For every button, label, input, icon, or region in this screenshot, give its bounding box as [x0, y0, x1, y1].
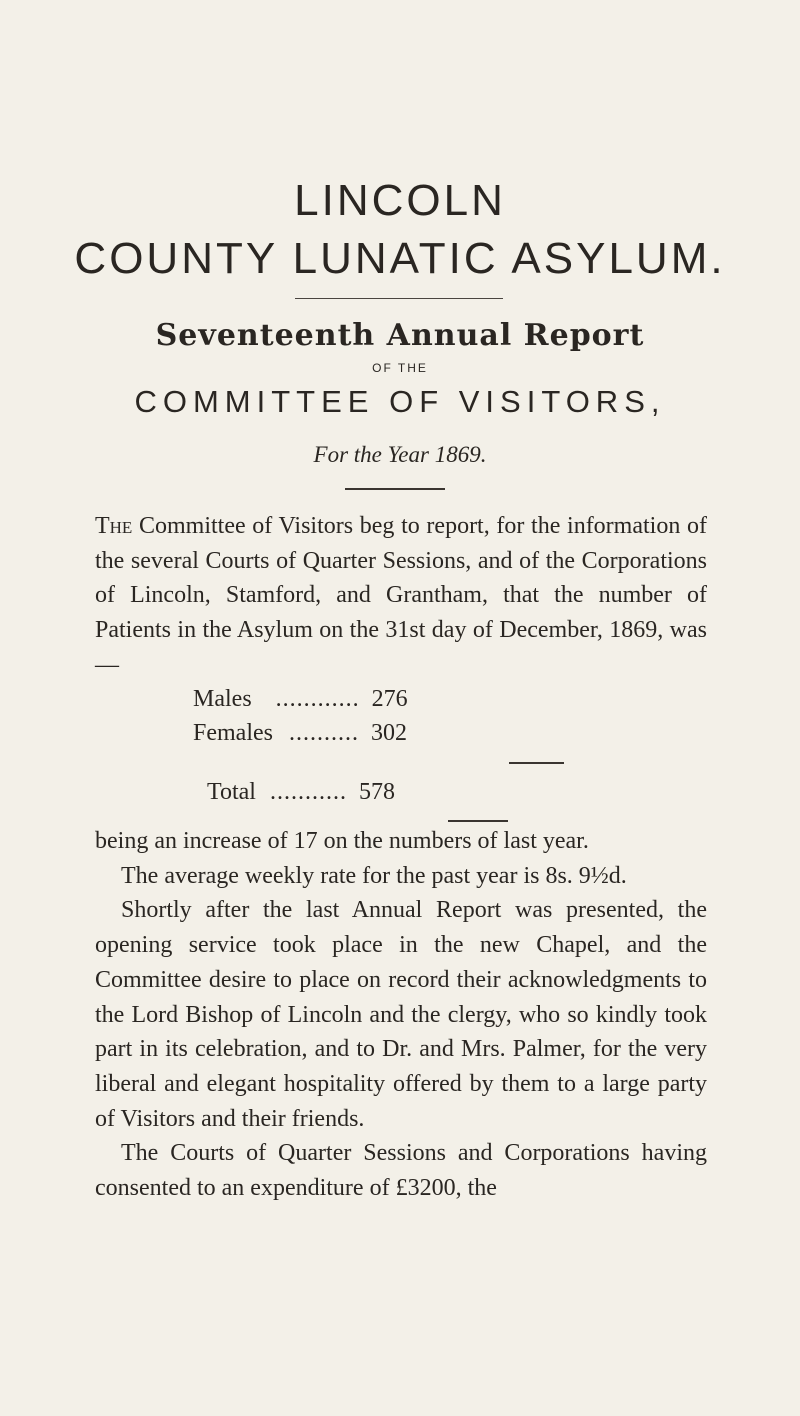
total-value: 578	[358, 779, 395, 805]
total-label: Total	[207, 779, 256, 805]
courts-paragraph: The Courts of Quarter Sessions and Corporations having consented to an expenditure of £3200, the	[95, 1140, 707, 1202]
report-name: Seventeenth Annual Report	[155, 318, 645, 353]
intro-paragraph	[95, 509, 707, 683]
title-line-1: LINCOLN	[294, 176, 506, 225]
rate-paragraph: The average weekly rate for the past year is 8s. 9½d.	[121, 862, 627, 889]
committee-heading: COMMITTEE OF VISITORS,	[134, 384, 666, 419]
males-value: 276	[371, 686, 408, 712]
intro-text: Committee of Visitors beg to report, for the information of the several Courts of Quarter Sessions, and of the Corporations of Lincoln, Stamford, and Grantham, that the number of Patients in the Asylum on the 31st day of December, 1869, was—	[95, 513, 707, 678]
title-divider	[295, 298, 503, 299]
females-dots: ..........	[288, 720, 359, 746]
females-label: Females	[193, 720, 273, 746]
heading-divider	[345, 488, 445, 490]
total-dots: ...........	[269, 779, 347, 805]
males-dots: ............	[275, 686, 360, 712]
chapel-paragraph: Shortly after the last Annual Report was presented, the opening service took place in the new Chapel, and the Committee desire to place on record their acknowledgments to the Lord Bishop of Lincoln and the clergy, who so kindly took part in its celebration, and to Dr. and Mrs. Palmer, for the very liberal and elegant hospitality offered by them to a large party of Visitors and their friends.	[95, 897, 707, 1132]
report-year: For the Year 1869.	[313, 442, 487, 467]
body-paragraphs	[95, 824, 707, 1206]
total-row	[207, 775, 395, 809]
increase-line: being an increase of 17 on the numbers of last year.	[95, 828, 589, 854]
of-the-label: OF THE	[372, 361, 428, 375]
females-row	[193, 716, 407, 750]
title-line-2: COUNTY LUNATIC ASYLUM.	[74, 234, 726, 283]
total-rule	[448, 820, 508, 822]
males-row	[193, 682, 408, 716]
intro-lead-word: The	[95, 513, 133, 539]
males-label: Males	[193, 686, 252, 712]
subtotal-rule	[509, 762, 564, 764]
females-value: 302	[370, 720, 407, 746]
